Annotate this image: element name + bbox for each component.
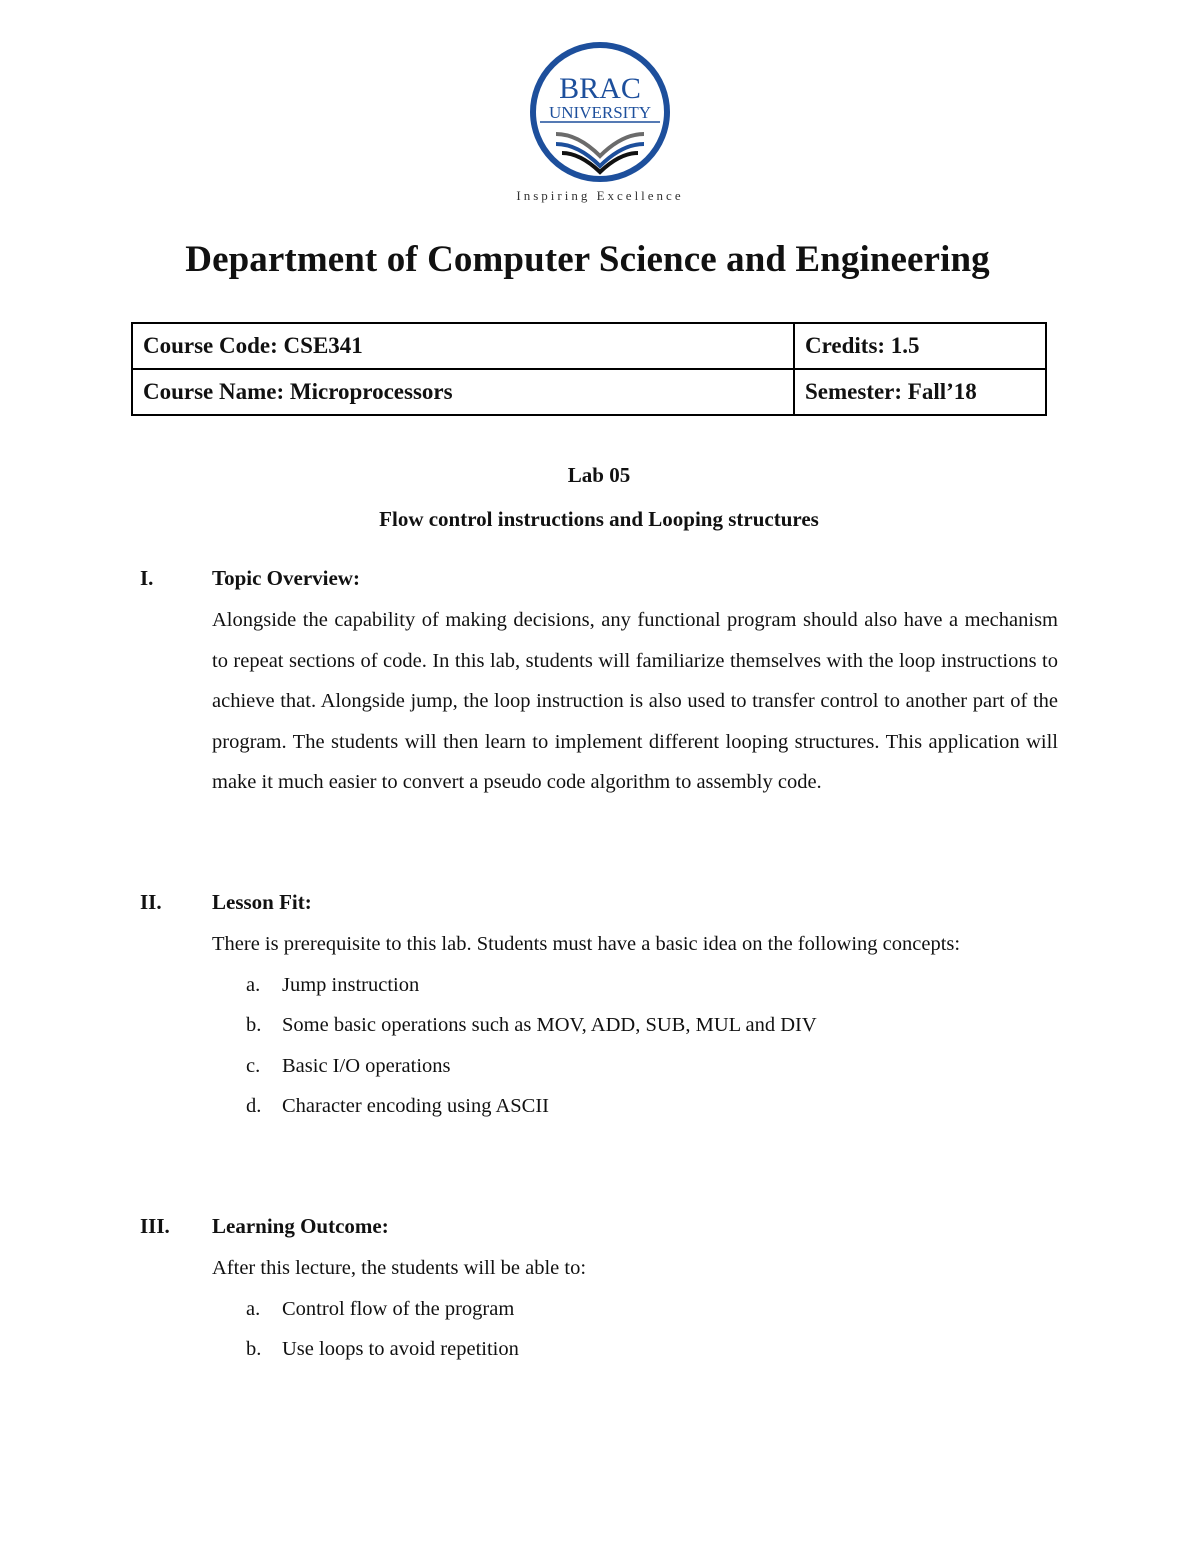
list-marker: b. xyxy=(246,1338,262,1360)
section-heading xyxy=(140,1214,1060,1244)
topic-overview-paragraph: Alongside the capability of making decisions, any functional program should also have a mechanism to repeat sections of code. In this lab, students will familiarize themselves with the loop instructions to achieve that. Alongside jump, the loop instruction is also used to transfer control to another part of the program. The students will then learn to implement different looping structures. This application will make it much easier to convert a pseudo code algorithm to assembly code. xyxy=(212,609,1058,793)
list-item xyxy=(212,1289,1060,1330)
lab-subtitle: Flow control instructions and Looping structures xyxy=(379,507,819,531)
prerequisite-list xyxy=(212,965,1060,1127)
lab-title: Lab 05 xyxy=(567,463,631,487)
department-title: Department of Computer Science and Engineering xyxy=(185,239,990,280)
credits-cell: Credits: 1.5 xyxy=(794,323,1046,369)
section-heading xyxy=(140,566,1060,596)
brac-university-logo xyxy=(500,38,700,213)
list-item xyxy=(212,1046,1060,1087)
logo-tagline: Inspiring Excellence xyxy=(516,188,684,203)
logo-line2: UNIVERSITY xyxy=(549,103,651,122)
list-marker: c. xyxy=(246,1054,261,1077)
list-text: Some basic operations such as MOV, ADD, SUB, MUL and DIV xyxy=(282,1014,817,1036)
list-marker: a. xyxy=(246,1297,261,1320)
logo-line1: BRAC xyxy=(559,72,641,105)
section-numeral: III. xyxy=(140,1214,170,1238)
list-text: Basic I/O operations xyxy=(282,1054,451,1077)
lesson-fit-paragraph: There is prerequisite to this lab. Students must have a basic idea on the following concepts: xyxy=(212,933,961,955)
section-learning-outcome xyxy=(140,1214,1060,1370)
list-text: Control flow of the program xyxy=(282,1297,515,1320)
list-text: Character encoding using ASCII xyxy=(282,1095,550,1117)
semester-cell: Semester: Fall’18 xyxy=(794,369,1046,415)
section-lesson-fit xyxy=(140,890,1060,1127)
list-marker: d. xyxy=(246,1095,262,1117)
course-row-1 xyxy=(132,323,1046,369)
section-title: Learning Outcome: xyxy=(212,1214,389,1238)
list-item xyxy=(212,965,1060,1006)
section-topic-overview xyxy=(140,566,1060,803)
course-name-cell: Course Name: Microprocessors xyxy=(132,369,794,415)
section-title: Lesson Fit: xyxy=(212,890,312,914)
section-heading xyxy=(140,890,1060,920)
list-text: Jump instruction xyxy=(282,973,420,996)
list-item xyxy=(212,1329,1060,1370)
course-info-table xyxy=(131,322,1047,416)
section-numeral: II. xyxy=(140,890,162,914)
logo-emblem xyxy=(500,38,700,213)
section-numeral: I. xyxy=(140,566,154,590)
list-text: Use loops to avoid repetition xyxy=(282,1338,519,1360)
list-item xyxy=(212,1005,1060,1046)
list-item xyxy=(212,1086,1060,1127)
learning-outcome-paragraph: After this lecture, the students will be able to: xyxy=(212,1257,587,1279)
outcome-list xyxy=(212,1289,1060,1370)
section-title: Topic Overview: xyxy=(212,566,360,590)
list-marker: a. xyxy=(246,973,261,996)
list-marker: b. xyxy=(246,1014,262,1036)
course-row-2 xyxy=(132,369,1046,415)
course-code-cell: Course Code: CSE341 xyxy=(132,323,794,369)
